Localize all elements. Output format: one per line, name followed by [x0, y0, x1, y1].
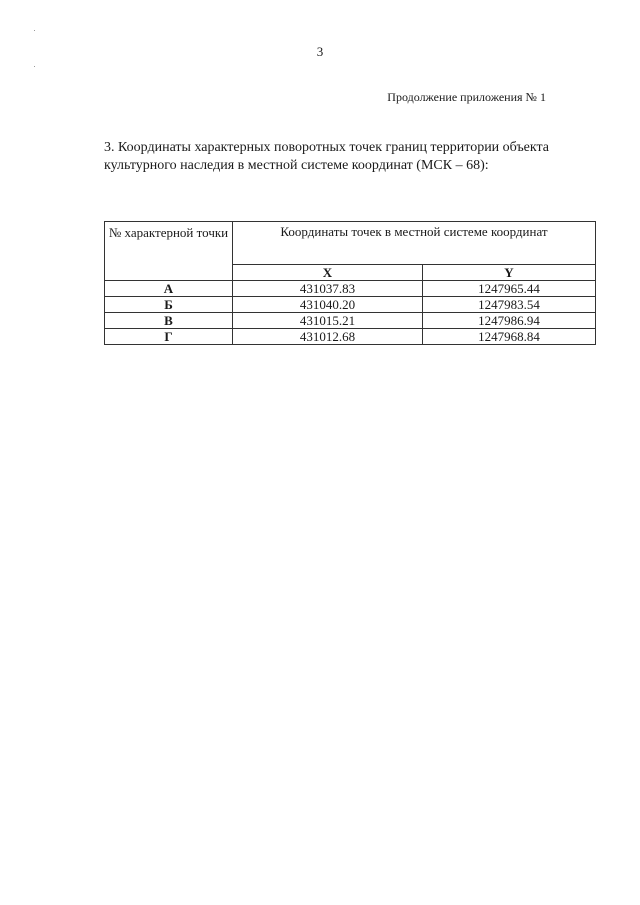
- table-row: [105, 297, 596, 313]
- scan-speck: [34, 30, 35, 31]
- header-point-number: № характерной точки: [105, 222, 233, 281]
- header-coordinate-system: Координаты точек в местной системе координат: [233, 222, 596, 265]
- section-heading-line-2: культурного наследия в местной системе координат (МСК – 68):: [104, 158, 489, 173]
- y-coordinate: 1247965.44: [423, 281, 596, 297]
- header-x: X: [233, 265, 423, 281]
- header-y: Y: [423, 265, 596, 281]
- coordinates-table: [104, 221, 596, 345]
- x-coordinate: 431015.21: [233, 313, 423, 329]
- x-coordinate: 431012.68: [233, 329, 423, 345]
- section-heading: [104, 139, 584, 175]
- point-label: Г: [105, 329, 233, 345]
- point-label: В: [105, 313, 233, 329]
- table-row: [105, 313, 596, 329]
- scan-speck: [34, 66, 35, 67]
- appendix-continuation-note: Продолжение приложения № 1: [387, 90, 546, 104]
- y-coordinate: 1247968.84: [423, 329, 596, 345]
- y-coordinate: 1247983.54: [423, 297, 596, 313]
- page-number: 3: [316, 44, 324, 59]
- table-header-row: [105, 222, 596, 265]
- x-coordinate: 431040.20: [233, 297, 423, 313]
- section-heading-line-1: 3. Координаты характерных поворотных точек границ территории объекта: [104, 140, 550, 155]
- x-coordinate: 431037.83: [233, 281, 423, 297]
- table-row: [105, 281, 596, 297]
- table-row: [105, 329, 596, 345]
- y-coordinate: 1247986.94: [423, 313, 596, 329]
- point-label: А: [105, 281, 233, 297]
- point-label: Б: [105, 297, 233, 313]
